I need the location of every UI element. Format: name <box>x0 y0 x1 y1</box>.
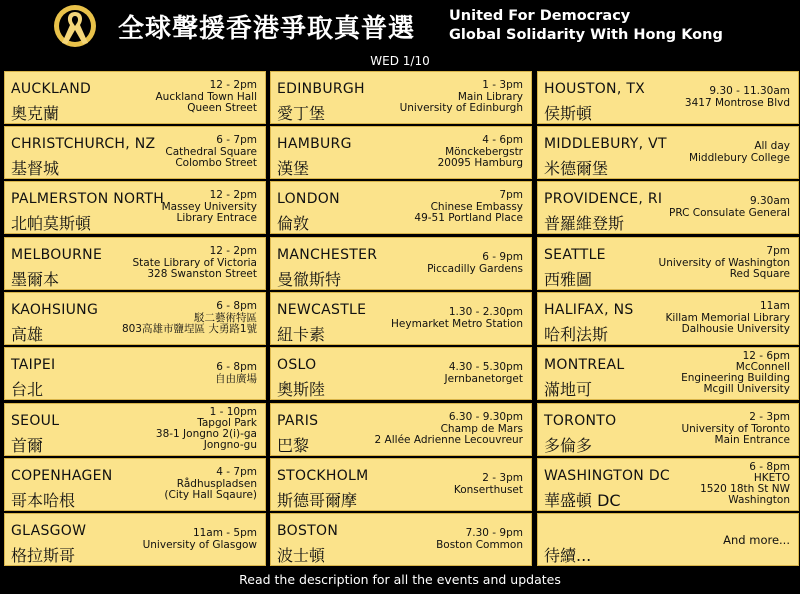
event-detail-line: Library Entrace <box>176 212 257 224</box>
event-details <box>165 135 257 170</box>
event-details <box>681 351 790 395</box>
title-english-line2: Global Solidarity With Hong Kong <box>449 27 723 43</box>
event-details <box>375 412 523 447</box>
event-detail-line: Middlebury College <box>688 151 790 164</box>
event-cell <box>537 126 799 179</box>
event-detail-line: Champ de Mars <box>440 422 523 435</box>
event-detail-line: 4.30 - 5.30pm <box>448 361 523 373</box>
city-name: WASHINGTON DC <box>544 468 670 484</box>
header <box>0 0 800 52</box>
event-cell <box>270 347 532 400</box>
event-grid <box>0 71 800 566</box>
event-detail-line: Dalhousie University <box>681 323 790 335</box>
event-cell <box>537 292 799 345</box>
event-detail-line: State Library of Victoria <box>132 256 257 269</box>
event-cell <box>270 513 532 566</box>
event-cell <box>270 403 532 456</box>
event-detail-line: 9.30 - 11.30am <box>709 85 790 97</box>
city-name: HOUSTON, TX <box>544 81 646 97</box>
city-name: MELBOURNE <box>11 247 103 263</box>
event-detail-line: 2 - 3pm <box>749 411 790 423</box>
city-name-chinese: 北帕莫斯頓 <box>11 214 92 233</box>
event-detail-line: Massey University <box>161 200 257 213</box>
event-detail-line: And more... <box>723 533 790 547</box>
city-name-chinese: 台北 <box>11 380 44 399</box>
city-name-chinese: 首爾 <box>11 436 44 455</box>
event-cell <box>4 181 266 234</box>
event-cell <box>4 513 266 566</box>
city-name: MANCHESTER <box>277 247 378 263</box>
city-name: PARIS <box>277 413 319 429</box>
city-name: PROVIDENCE, RI <box>544 191 663 207</box>
event-detail-line: 12 - 6pm <box>742 350 790 362</box>
city-name-chinese: 待續... <box>544 546 592 565</box>
event-detail-line: 1 - 3pm <box>482 79 523 91</box>
event-detail-line: 803高雄市鹽埕區 大勇路1號 <box>121 323 257 335</box>
event-detail-line: Chinese Embassy <box>430 200 523 213</box>
event-detail-line: Engineering Building <box>681 372 790 384</box>
event-detail-line: 1 - 10pm <box>209 406 257 418</box>
event-details <box>215 362 257 385</box>
event-detail-line: Rådhuspladsen <box>176 477 257 490</box>
city-name: EDINBURGH <box>277 81 365 97</box>
event-detail-line: 6 - 8pm <box>749 461 790 473</box>
city-name-chinese: 基督城 <box>11 159 60 178</box>
event-details <box>133 246 258 281</box>
event-cell <box>4 458 266 511</box>
city-name: PALMERSTON NORTH <box>11 191 165 207</box>
city-name-chinese: 哥本哈根 <box>11 491 76 510</box>
city-name: OSLO <box>277 357 317 373</box>
event-detail-line: Cathedral Square <box>165 145 257 158</box>
event-cell <box>537 403 799 456</box>
event-detail-line: 7.30 - 9pm <box>465 527 523 539</box>
event-details <box>156 407 257 451</box>
event-detail-line: 6 - 8pm <box>216 300 257 312</box>
title-english <box>449 7 723 45</box>
event-cell <box>4 292 266 345</box>
event-detail-line: Washington <box>728 494 790 506</box>
city-name-chinese: 倫敦 <box>277 214 310 233</box>
event-detail-line: Piccadilly Gardens <box>427 262 523 275</box>
event-details <box>669 196 790 219</box>
event-details <box>143 528 257 551</box>
event-cell <box>270 71 532 124</box>
city-name-chinese: 多倫多 <box>544 436 593 455</box>
event-detail-line: Jongno-gu <box>203 439 257 451</box>
event-details <box>689 141 790 164</box>
event-detail-line: (City Hall Sqaure) <box>164 489 257 501</box>
event-detail-line: Heymarket Metro Station <box>391 317 523 330</box>
ribbon-logo-icon <box>52 3 98 49</box>
event-cell <box>270 237 532 290</box>
city-name-chinese: 漢堡 <box>277 159 310 178</box>
city-name-chinese: 紐卡素 <box>277 325 326 344</box>
event-detail-line: 4 - 7pm <box>216 466 257 478</box>
event-detail-line: Auckland Town Hall <box>155 90 257 103</box>
city-name-chinese: 普羅維登斯 <box>544 214 625 233</box>
event-detail-line: 49-51 Portland Place <box>414 212 523 224</box>
event-cell <box>270 181 532 234</box>
event-detail-line: 9.30am <box>749 195 790 207</box>
event-detail-line: Tapgol Park <box>197 417 257 429</box>
event-detail-line: 11am - 5pm <box>192 527 257 539</box>
event-detail-line: Main Library <box>457 90 523 103</box>
city-name: LONDON <box>277 191 340 207</box>
city-name: TAIPEI <box>11 357 56 373</box>
event-detail-line: 6 - 9pm <box>482 251 523 263</box>
event-details <box>400 80 523 115</box>
event-detail-line: University of Edinburgh <box>399 102 523 114</box>
city-name-chinese: 米德爾堡 <box>544 159 609 178</box>
event-detail-line: HKETO <box>753 472 790 484</box>
city-name: TORONTO <box>544 413 617 429</box>
event-cell <box>537 181 799 234</box>
city-name-chinese: 愛丁堡 <box>277 104 326 123</box>
event-detail-line: Boston Common <box>436 538 523 551</box>
city-name-chinese: 格拉斯哥 <box>11 546 76 565</box>
event-cell <box>270 126 532 179</box>
city-name: MIDDLEBURY, VT <box>544 136 667 152</box>
city-name: HALIFAX, NS <box>544 302 634 318</box>
event-details <box>454 473 523 496</box>
event-detail-line: 6 - 7pm <box>216 134 257 146</box>
event-detail-line: University of Glasgow <box>142 538 257 551</box>
city-name: MONTREAL <box>544 357 625 373</box>
event-cell <box>4 126 266 179</box>
city-name: STOCKHOLM <box>277 468 369 484</box>
event-detail-line: Colombo Street <box>175 157 257 169</box>
event-detail-line: 1520 18th St NW <box>700 483 790 495</box>
event-details <box>723 535 790 547</box>
event-detail-line: 7pm <box>766 245 790 257</box>
event-detail-line: Konserthuset <box>453 483 523 496</box>
event-detail-line: Jernbanetorget <box>444 372 523 385</box>
event-detail-line: Mönckebergstr <box>445 145 523 158</box>
event-detail-line: McConnell <box>735 361 790 373</box>
city-name-chinese: 斯德哥爾摩 <box>277 491 358 510</box>
event-details <box>391 307 523 330</box>
city-name: AUCKLAND <box>11 81 92 97</box>
city-name: HAMBURG <box>277 136 352 152</box>
city-name-chinese: 巴黎 <box>277 436 310 455</box>
event-detail-line: University of Toronto <box>681 422 790 435</box>
event-details <box>685 86 790 109</box>
city-name: NEWCASTLE <box>277 302 367 318</box>
event-cell <box>4 403 266 456</box>
event-details <box>666 301 790 336</box>
city-name-chinese: 哈利法斯 <box>544 325 609 344</box>
city-name-chinese: 奧斯陸 <box>277 380 326 399</box>
event-detail-line: Mcgill University <box>703 383 790 395</box>
event-details <box>445 362 523 385</box>
event-detail-line: 12 - 2pm <box>209 79 257 91</box>
event-detail-line: 4 - 6pm <box>482 134 523 146</box>
city-name-chinese: 西雅圖 <box>544 270 593 289</box>
event-detail-line: 2 - 3pm <box>482 472 523 484</box>
event-cell <box>4 237 266 290</box>
event-detail-line: PRC Consulate General <box>669 206 790 219</box>
city-name-chinese: 侯斯頓 <box>544 104 593 123</box>
event-detail-line: 20095 Hamburg <box>437 157 523 169</box>
event-details <box>436 528 523 551</box>
event-detail-line: Main Entrance <box>714 434 790 446</box>
event-details <box>427 252 523 275</box>
city-name: CHRISTCHURCH, NZ <box>11 136 156 152</box>
event-details <box>156 80 258 115</box>
event-detail-line: 12 - 2pm <box>209 189 257 201</box>
city-name-chinese: 奧克蘭 <box>11 104 60 123</box>
event-details <box>700 462 790 506</box>
event-cell <box>4 71 266 124</box>
city-name-chinese: 墨爾本 <box>11 270 60 289</box>
event-cell <box>270 292 532 345</box>
event-cell <box>537 513 799 566</box>
event-detail-line: All day <box>754 140 790 152</box>
date-label: WED 1/10 <box>370 54 430 68</box>
event-details <box>164 467 257 502</box>
footer-note: Read the description for all the events and updates <box>239 572 561 587</box>
event-cell <box>4 347 266 400</box>
city-name: KAOHSIUNG <box>11 302 99 318</box>
event-detail-line: Queen Street <box>187 102 257 114</box>
event-detail-line: 自由廣場 <box>215 372 257 385</box>
event-details <box>414 190 523 225</box>
city-name: SEOUL <box>11 413 60 429</box>
event-detail-line: University of Washington <box>658 256 790 269</box>
city-name: COPENHAGEN <box>11 468 113 484</box>
city-name-chinese: 波士頓 <box>277 546 326 565</box>
title-english-line1: United For Democracy <box>449 8 631 24</box>
event-detail-line: 38-1 Jongno 2(i)-ga <box>155 428 257 440</box>
event-cell <box>537 71 799 124</box>
event-details <box>438 135 523 170</box>
event-detail-line: 3417 Montrose Blvd <box>684 96 790 109</box>
event-detail-line: 7pm <box>499 189 523 201</box>
event-cell <box>537 237 799 290</box>
event-cell <box>270 458 532 511</box>
city-name-chinese: 曼徹斯特 <box>277 270 342 289</box>
event-detail-line: Killam Memorial Library <box>665 311 790 324</box>
event-cell <box>537 347 799 400</box>
event-cell <box>537 458 799 511</box>
city-name-chinese: 高雄 <box>11 325 44 344</box>
event-detail-line: 328 Swanston Street <box>147 268 257 280</box>
city-name-chinese: 華盛頓 DC <box>544 491 621 510</box>
event-detail-line: 2 Allée Adrienne Lecouvreur <box>374 434 523 446</box>
city-name: GLASGOW <box>11 523 87 539</box>
event-detail-line: 11am <box>759 300 790 312</box>
event-detail-line: Red Square <box>729 268 790 280</box>
city-name: BOSTON <box>277 523 339 539</box>
event-detail-line: 1.30 - 2.30pm <box>448 306 523 318</box>
event-details <box>162 190 257 225</box>
city-name: SEATTLE <box>544 247 606 263</box>
city-name-chinese: 滿地可 <box>544 380 593 399</box>
event-details <box>659 246 790 281</box>
event-details <box>681 412 790 447</box>
event-details <box>122 301 257 336</box>
event-detail-line: 12 - 2pm <box>209 245 257 257</box>
event-detail-line: 6.30 - 9.30pm <box>448 411 523 423</box>
event-detail-line: 駁二藝術特區 <box>194 311 257 324</box>
event-detail-line: 6 - 8pm <box>216 361 257 373</box>
title-chinese: 全球聲援香港爭取真普選 <box>118 14 416 44</box>
